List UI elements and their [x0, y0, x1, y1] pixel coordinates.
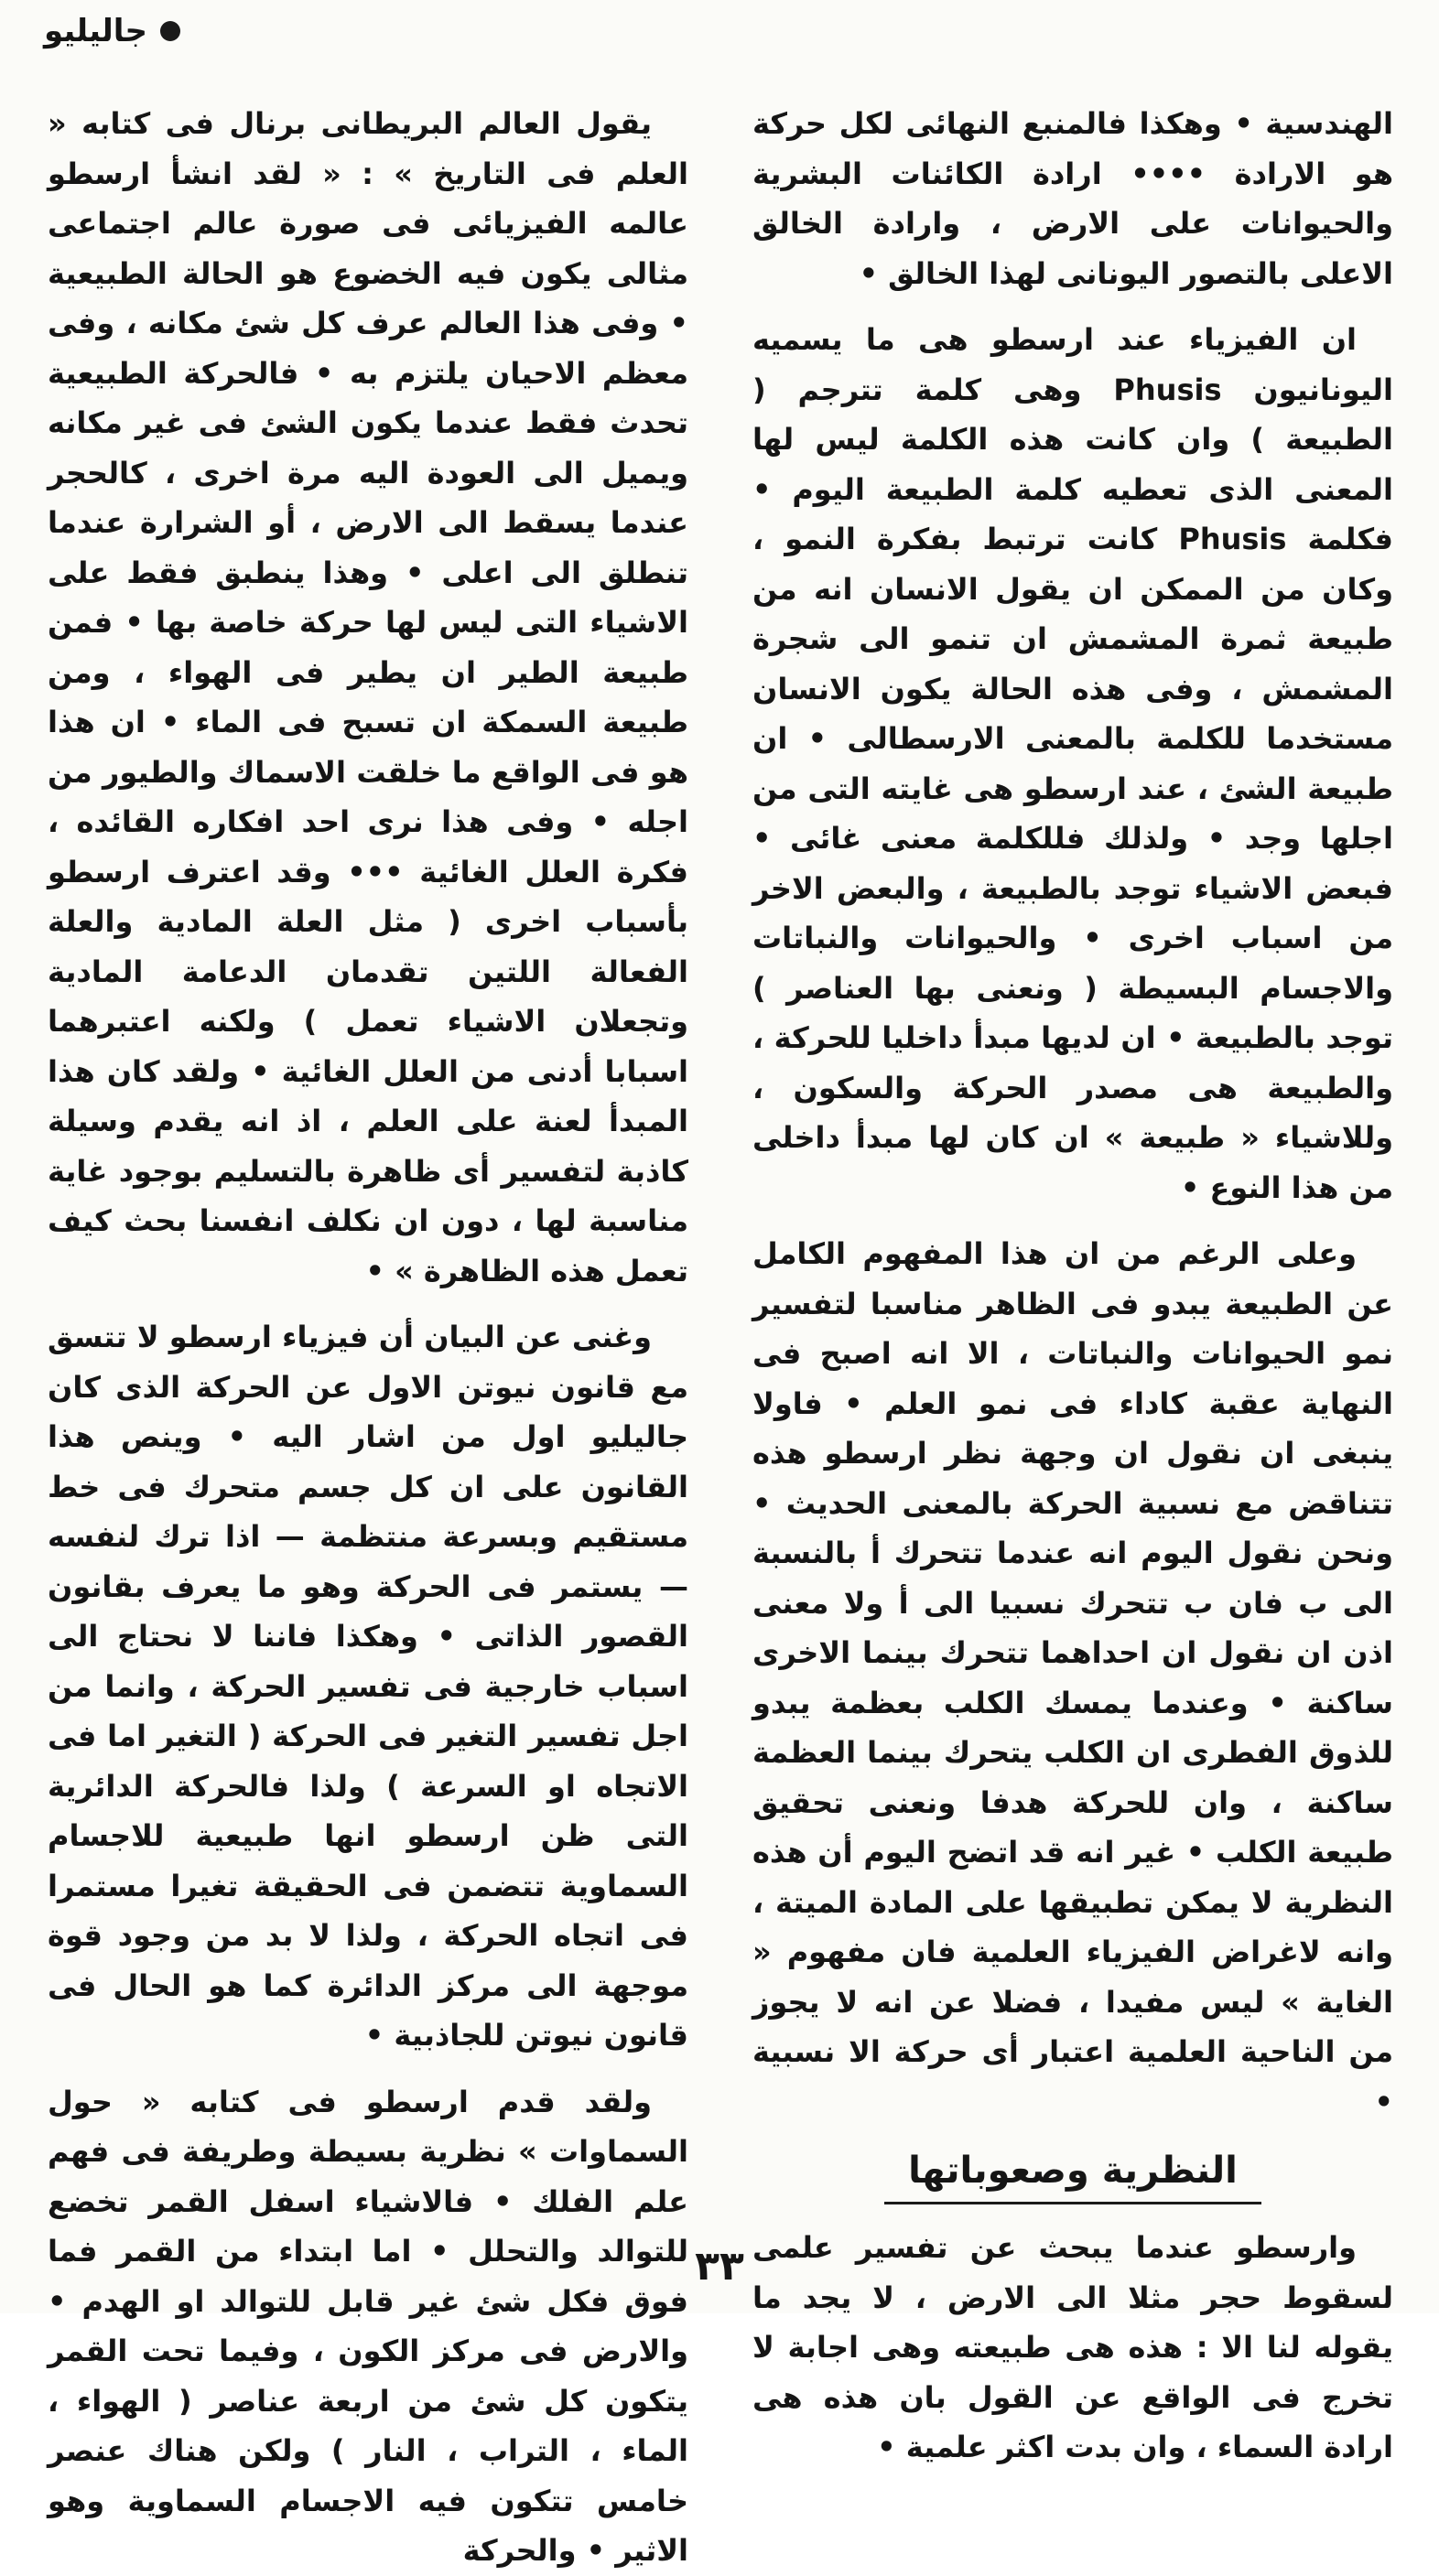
right-column — [752, 99, 1394, 2464]
header-bullet — [160, 21, 180, 41]
running-title: جاليليو — [44, 13, 147, 49]
left-paragraph-1: يقول العالم البريطانى برنال فى كتابه « العلم فى التاريخ » : « لقد انشأ ارسطو عالمه الفيزيائى فى صورة عالم اجتماعى مثالى يكون فيه الخضوع هو الحالة الطبيعية • وفى هذا العالم عرف كل شئ مكانه ، وفى معظم الاحيان يلتزم به • فالحركة الطبيعية تحدث فقط عندما يكون الشئ فى غير مكانه ويميل الى العودة اليه مرة اخرى ، كالحجر عندما يسقط الى الارض ، أو الشرارة عندما تنطلق الى اعلى • وهذا ينطبق فقط على الاشياء التى ليس لها حركة خاصة بها • فمن طبيعة الطير ان يطير فى الهواء ، ومن طبيعة السمكة ان تسبح فى الماء • ان هذا هو فى الواقع ما خلقت الاسماك والطيور من اجله • وفى هذا نرى احد افكاره القائده ، فكرة العلل الغائية ••• وقد اعترف ارسطو بأسباب اخرى ( مثل العلة المادية والعلة الفعالة اللتين تقدمان الدعامة المادية وتجعلان الاشياء تعمل ) ولكنه اعتبرهما اسبابا أدنى من العلل الغائية • ولقد كان هذا المبدأ لعنة على العلم ، اذ انه يقدم وسيلة كاذبة لتفسير أى ظاهرة بالتسليم بوجود غاية مناسبة لها ، دون ان نكلف انفسنا بحث كيف تعمل هذه الظاهرة » • — [48, 106, 688, 1288]
section-heading-text: النظرية وصعوباتها — [884, 2143, 1261, 2204]
section-heading — [752, 2143, 1393, 2204]
running-header — [44, 13, 180, 49]
right-paragraph-1: الهندسية • وهكذا فالمنبع النهائى لكل حركة هو الارادة •••• ارادة الكائنات البشرية والحيوانات على الارض ، وارادة الخالق الاعلى بالتصور اليونانى لهذا الخالق • — [752, 106, 1393, 291]
right-paragraph-3: وعلى الرغم من ان هذا المفهوم الكامل عن الطبيعة يبدو فى الظاهر مناسبا لتفسير نمو الحيوانات والنباتات ، الا انه اصبح فى النهاية عقبة كاداء فى نمو العلم • فاولا ينبغى ان نقول ان وجهة نظر ارسطو هذه تتناقض مع نسبية الحركة بالمعنى الحديث • ونحن نقول اليوم انه عندما تتحرك أ بالنسبة الى ب فان ب تتحرك نسبيا الى أ ولا معنى اذن ان نقول ان احداهما تتحرك بينما الاخرى ساكنة • وعندما يمسك الكلب بعظمة يبدو للذوق الفطرى ان الكلب يتحرك بينما العظمة ساكنة ، وان للحركة هدفا ونعنى تحقيق طبيعة الكلب • غير انه قد اتضح اليوم أن هذه النظرية لا يمكن تطبيقها على المادة الميتة ، وانه لاغراض الفيزياء العلمية فان مفهوم « الغاية » ليس مفيدا ، فضلا عن انه لا يجوز من الناحية العلمية اعتبار أى حركة الا نسبية • — [752, 1236, 1393, 2119]
left-column — [48, 99, 688, 2568]
left-paragraph-2: وغنى عن البيان أن فيزياء ارسطو لا تتسق مع قانون نيوتن الاول عن الحركة الذى كان جاليليو اول من اشار اليه • وينص هذا القانون على ان كل جسم متحرك فى خط مستقيم وبسرعة منتظمة — اذا ترك لنفسه — يستمر فى الحركة وهو ما يعرف بقانون القصور الذاتى • وهكذا فاننا لا نحتاج الى اسباب خارجية فى تفسير الحركة ، وانما من اجل تفسير التغير فى الحركة ( التغير اما فى الاتجاه او السرعة ) ولذا فالحركة الدائرية التى ظن ارسطو انها طبيعية للاجسام السماوية تتضمن فى الحقيقة تغيرا مستمرا فى اتجاه الحركة ، ولذا لا بد من وجود قوة موجهة الى مركز الدائرة كما هو الحال فى قانون نيوتن للجاذبية • — [48, 1320, 688, 2053]
left-paragraph-3: ولقد قدم ارسطو فى كتابه « حول السماوات » نظرية بسيطة وطريفة فى فهم علم الفلك • فالاشياء اسفل القمر تخضع للتوالد والتحلل • اما ابتداء من القمر فما فوق فكل شئ غير قابل للتوالد او الهدم • والارض فى مركز الكون ، وفيما تحت القمر يتكون كل شئ من اربعة عناصر ( الهواء ، الماء ، التراب ، النار ) ولكن هناك عنصر خامس تتكون فيه الاجسام السماوية وهو الاثير • والحركة — [48, 2084, 688, 2568]
page-number: ٣٣ — [695, 2243, 744, 2290]
right-paragraph-2: ان الفيزياء عند ارسطو هى ما يسميه اليونانيون Phusis وهى كلمة تترجم ( الطبيعة ) وان كانت هذه الكلمة ليس لها المعنى الذى تعطيه كلمة الطبيعة اليوم • فكلمة Phusis كانت ترتبط بفكرة النمو ، وكان من الممكن ان يقول الانسان انه من طبيعة ثمرة المشمش ان تنمو الى شجرة المشمش ، وفى هذه الحالة يكون الانسان مستخدما للكلمة بالمعنى الارسطالى • ان طبيعة الشئ ، عند ارسطو هى غايته التى من اجلها وجد • ولذلك فللكلمة معنى غائى • فبعض الاشياء توجد بالطبيعة ، والبعض الاخر من اسباب اخرى • والحيوانات والنباتات والاجسام البسيطة ( ونعنى بها العناصر ) توجد بالطبيعة • ان لديها مبدأ داخليا للحركة ، والطبيعة هى مصدر الحركة والسكون ، وللاشياء « طبيعة » ان كان لها مبدأ داخلى من هذا النوع • — [752, 322, 1394, 1205]
right-paragraph-4: وارسطو عندما يبحث عن تفسير علمى لسقوط حجر مثلا الى الارض ، لا يجد ما يقوله لنا الا : هذه هى طبيعته وهى اجابة لا تخرج فى الواقع عن القول بان هذه هى ارادة السماء ، وان بدت اكثر علمية • — [752, 2230, 1393, 2464]
